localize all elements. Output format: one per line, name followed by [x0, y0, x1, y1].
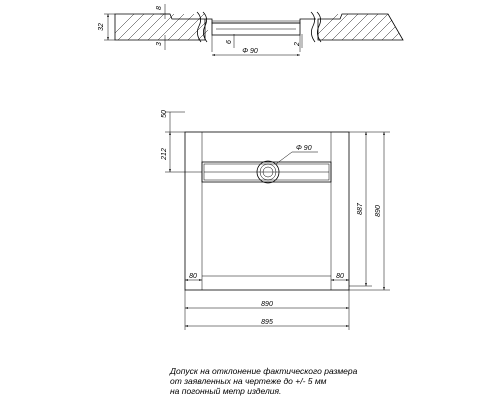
dim-left-border-label: 80	[189, 273, 197, 280]
dim-drain-left-label: 6	[226, 40, 233, 44]
tray-outer	[185, 132, 349, 290]
break-line-right	[311, 12, 315, 42]
dim-top-margin-label: 50	[161, 110, 168, 118]
dim-outer-width-label: 895	[261, 319, 273, 326]
plan-drain-channel	[202, 162, 331, 182]
dim-outer-height-label: 890	[375, 205, 382, 217]
dim-right-border-label: 80	[336, 273, 344, 280]
dim-height-total-label: 32	[98, 23, 105, 31]
tolerance-note-line: от заявленных на чертеже до +/- 5 мм	[170, 376, 327, 386]
tolerance-note-line: Допуск на отклонение фактического размера	[170, 366, 358, 376]
right-hatching	[312, 14, 418, 40]
dim-channel-offset-label: 212	[161, 148, 168, 160]
dim-drain-right-label: 2	[294, 42, 301, 46]
dim-rim-label: 8	[156, 6, 163, 10]
dim-section-drain-diameter-label: Φ 90	[242, 48, 258, 55]
plan-view	[161, 110, 390, 330]
dim-bottom-gap-label: 3	[156, 42, 163, 46]
dim-inner-width-label: 890	[261, 301, 273, 308]
section-drain	[205, 19, 316, 52]
section-right-block	[312, 14, 418, 40]
tolerance-note	[170, 366, 470, 396]
dim-inner-height-label: 887	[357, 203, 364, 215]
dim-plan-drain-diameter-label: Φ 90	[296, 145, 312, 152]
tolerance-note-line: на погонный метр изделия.	[170, 386, 282, 396]
section-view	[98, 4, 418, 55]
